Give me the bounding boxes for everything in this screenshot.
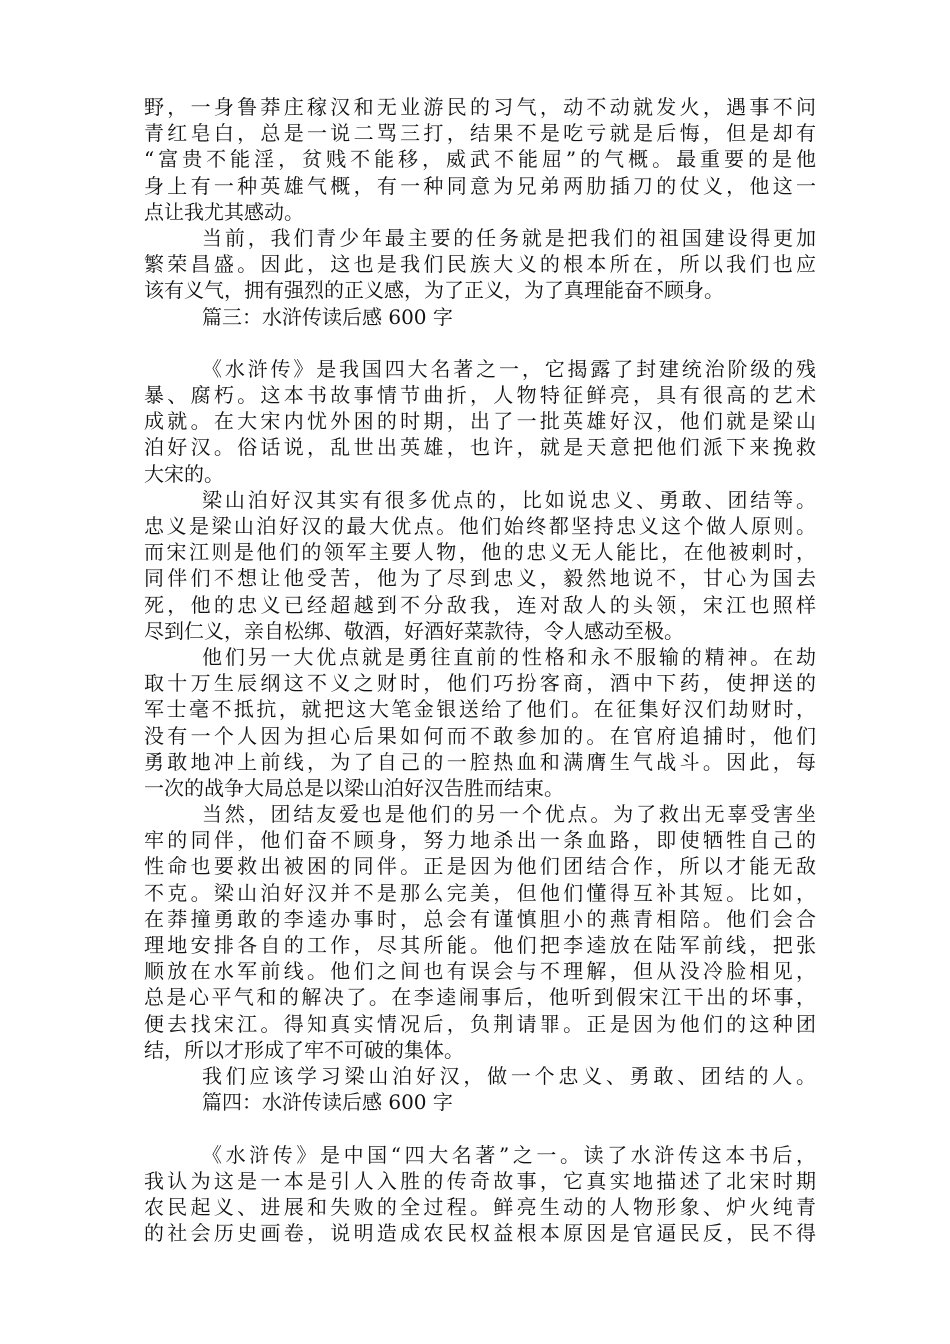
text-line: 梁山泊好汉其实有很多优点的，比如说忠义、勇敢、团结等。 — [202, 487, 816, 512]
text-line: 的社会历史画卷，说明造成农民权益根本原因是官逼民反，民不得 — [144, 1221, 816, 1246]
text-line: 而宋江则是他们的领军主要人物，他的忠义无人能比，在他被刺时， — [144, 540, 816, 565]
text-line: 便去找宋江。得知真实情况后，负荆请罪。正是因为他们的这种团 — [144, 1011, 816, 1036]
text-line: 尽到仁义，亲自松绑、敬酒，好酒好菜款待，令人感动至极。 — [144, 618, 684, 643]
section-heading: 篇三：水浒传读后感 600 字 — [202, 304, 453, 329]
text-line: 牢的同伴，他们奋不顾身，努力地杀出一条血路，即使牺牲自己的 — [144, 828, 816, 853]
text-line: 勇敢地冲上前线，为了自己的一腔热血和满膺生气战斗。因此，每 — [144, 749, 816, 774]
text-line: 暴、腐朽。这本书故事情节曲折，人物特征鲜亮，具有很高的艺术 — [144, 383, 816, 408]
document-page — [144, 94, 816, 1246]
text-line: 不克。梁山泊好汉并不是那么完美，但他们懂得互补其短。比如， — [144, 880, 816, 905]
text-line: 性命也要救出被困的同伴。正是因为他们团结合作，所以才能无敌 — [144, 854, 816, 879]
text-line: 青红皂白，总是一说二骂三打，结果不是吃亏就是后悔，但是却有 — [144, 121, 816, 146]
text-line: 野，一身鲁莽庄稼汉和无业游民的习气，动不动就发火，遇事不问 — [144, 95, 816, 119]
text-line: 大宋的。 — [144, 461, 224, 486]
text-line: 当然，团结友爱也是他们的另一个优点。为了救出无辜受害坐 — [202, 802, 816, 827]
blank-line — [144, 330, 816, 356]
text-line: 成就。在大宋内忧外困的时期，出了一批英雄好汉，他们就是梁山 — [144, 409, 816, 434]
text-line: 当前，我们青少年最主要的任务就是把我们的祖国建设得更加 — [202, 225, 816, 250]
text-line: 死，他的忠义已经超越到不分敌我，连对敌人的头领，宋江也照样 — [144, 592, 816, 617]
text-line: 点让我尤其感动。 — [144, 199, 304, 224]
text-line: 他们另一大优点就是勇往直前的性格和永不服输的精神。在劫 — [202, 644, 816, 669]
text-line: 军士毫不抵抗，就把这大笔金银送给了他们。在征集好汉们劫财时， — [144, 697, 816, 722]
text-line: 农民起义、进展和失败的全过程。鲜亮生动的人物形象、炉火纯青 — [144, 1194, 816, 1219]
text-line: 身上有一种英雄气概，有一种同意为兄弟两肋插刀的仗义，他这一 — [144, 173, 816, 198]
text-line: 该有义气，拥有强烈的正义感，为了正义，为了真理能奋不顾身。 — [144, 278, 724, 303]
text-line: 泊好汉。俗话说，乱世出英雄，也许，就是天意把他们派下来挽救 — [144, 435, 816, 460]
text-line: 顺放在水军前线。他们之间也有误会与不理解，但从没冷脸相见， — [144, 959, 816, 984]
text-line: 我们应该学习梁山泊好汉，做一个忠义、勇敢、团结的人。 — [202, 1063, 816, 1088]
text-line: 一次的战争大局总是以梁山泊好汉告胜而结束。 — [144, 775, 564, 800]
text-line: 我认为这是一本是引人入胜的传奇故事，它真实地描述了北宋时期 — [144, 1168, 816, 1193]
text-line: “富贵不能淫，贫贱不能移，威武不能屈”的气概。最重要的是他 — [144, 147, 816, 172]
text-line: 《水浒传》是中国“四大名著”之一。读了水浒传这本书后， — [202, 1142, 816, 1167]
text-line: 没有一个人因为担心后果如何而不敢参加的。在官府追捕时，他们 — [144, 723, 816, 748]
text-line: 同伴们不想让他受苦，他为了尽到忠义，毅然地说不，甘心为国去 — [144, 566, 816, 591]
text-line: 结，所以才形成了牢不可破的集体。 — [144, 1037, 464, 1062]
section-heading: 篇四：水浒传读后感 600 字 — [202, 1090, 453, 1115]
text-line: 取十万生辰纲这不义之财时，他们巧扮客商，酒中下药，使押送的 — [144, 671, 816, 696]
text-line: 总是心平气和的解决了。在李逵闹事后，他听到假宋江干出的坏事， — [144, 985, 816, 1010]
blank-line — [144, 1115, 816, 1141]
text-line: 理地安排各自的工作，尽其所能。他们把李逵放在陆军前线，把张 — [144, 933, 816, 957]
text-line: 《水浒传》是我国四大名著之一，它揭露了封建统治阶级的残 — [202, 356, 816, 381]
text-line: 繁荣昌盛。因此，这也是我们民族大义的根本所在，所以我们也应 — [144, 252, 816, 277]
text-line: 在莽撞勇敢的李逵办事时，总会有谨慎胆小的燕青相陪。他们会合 — [144, 906, 816, 931]
text-line: 忠义是梁山泊好汉的最大优点。他们始终都坚持忠义这个做人原则。 — [144, 514, 816, 538]
